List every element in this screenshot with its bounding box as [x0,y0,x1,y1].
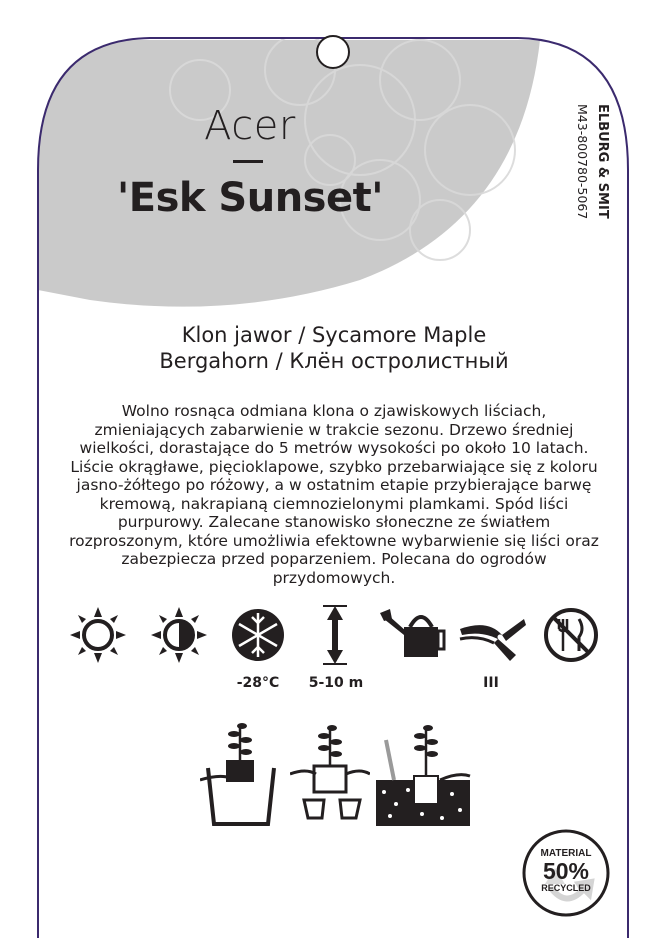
cultivar-name: 'Esk Sunset' [117,175,383,221]
hanging-hole [317,36,349,68]
product-code: M43-800780-5067 [575,104,590,220]
height-icon [305,604,365,666]
frost-hardiness-label: -28°C [236,675,280,691]
common-names-line1: Klon jawor / Sycamore Maple [181,323,487,347]
recycled-material-badge [521,828,611,918]
common-names-line2: Bergahorn / Клён остролистный [159,349,509,373]
decorative-background-shape [38,40,540,307]
pruning-shears-icon [458,604,526,666]
badge-top-text: MATERIAL [540,848,592,859]
title-dash [233,160,263,163]
partial-shade-icon [149,604,209,666]
badge-value-text: 50% [542,858,590,884]
not-edible-icon [541,604,601,666]
plant-description: Wolno rosnąca odmiana klona o zjawiskowych liściach, zmieniających zabarwienie w trakcie sezonu. Drzewo średniej wielkości, dorastające do 5 metrów wysokości po około 10 latach. Liście okrągławe, pięcioklapowe, szybko przebarwiające się z koloru jasno-żółtego po różowy, a w ostatnim etapie przybierające barwę kremową, nakrapianą ciemnozielonymi plamkami. Spód liści purpurowy. Zalecane stanowisko słoneczne ze światłem rozproszonym, które umożliwia efektowne wybarwienie się liści oraz zabezpiecza przed poparzeniem. Polecana do ogrodów przydomowych. [69,402,599,587]
common-names [100,322,568,374]
full-sun-icon [68,604,128,666]
frost-hardiness-icon [228,604,288,666]
planting-step-1-icon [200,718,280,828]
brand-name: ELBURG & SMIT [595,104,610,219]
genus-name: Acer [204,103,296,149]
height-label: 5-10 m [308,675,364,691]
watering-can-icon [380,604,450,666]
planting-step-2-icon [290,718,370,828]
badge-bottom-text: RECYCLED [541,883,591,893]
planting-step-3-icon [372,718,472,828]
pruning-label: III [483,675,499,691]
